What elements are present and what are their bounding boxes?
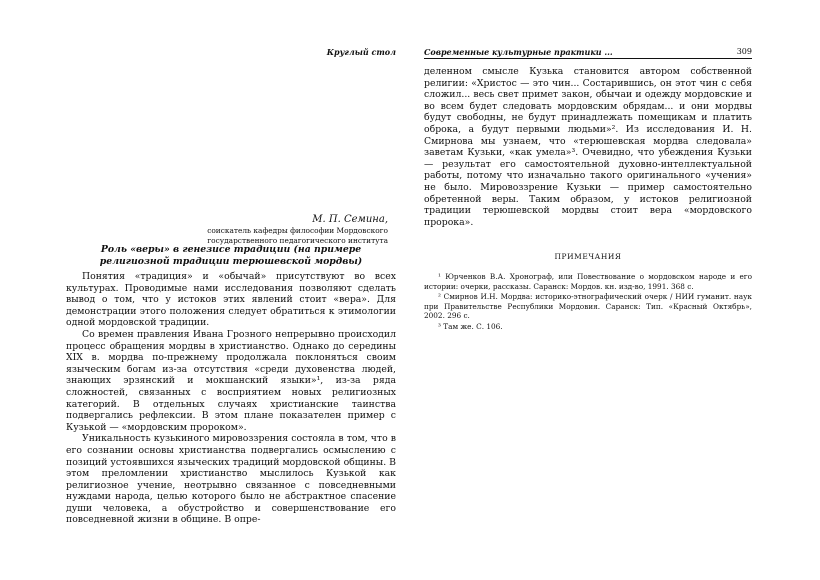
article-title: Роль «веры» в генезисе традиции (на примере религиозной традиции терюшевской мордвы) [99,244,363,267]
notes-list [424,272,752,333]
right-page [424,0,752,580]
body-paragraph: Уникальность кузькиного мировоззрения состояла в том, что в его сознании основы христианства подвергались осмыслению с позиций устоявшихся языческих традиций мордовской общины. В этом преломлении христианство мыслилось Кузькой как религиозное учение, неотрывно связанное с повседневными нуждами народа, целью которого было не абстрактное спасение души человека, а обустройство и совершенствование его повседневной жизни в общине. В опре- [66,433,396,526]
page-number: 309 [736,47,752,56]
notes-heading: ПРИМЕЧАНИЯ [554,252,622,261]
footnote: ³ Там же. С. 106. [438,321,503,331]
footnote: ² Смирнов И.Н. Мордва: историко-этнографический очерк / НИИ гуманит. наук при Правительстве Республики Мордовия. Саранск: Тип. «Красный Октябрь», 2002. 296 с. [424,292,752,321]
right-body-text [424,66,752,228]
running-header-title: Современные культурные практики ... [424,47,613,57]
body-paragraph: Понятия «традиция» и «обычай» присутствуют во всех культурах. Проводимые нами исследования позволяют сделать вывод о том, что у истоков этих явлений стоит «вера». Для демонстрации этого положения следует обратиться к этимологии одной мордовской традиции. [66,271,396,329]
running-header-right [424,47,752,59]
author-affiliation: соискатель кафедры философии Мордовского государственного педагогического института [207,226,388,245]
author-name: М. П. Семина, [312,214,388,225]
left-page [66,0,396,580]
body-paragraph: Со времен правления Ивана Грозного непрерывно происходил процесс обращения мордвы в христианство. Однако до середины XIX в. мордва по-прежнему продолжала поклоняться своим языческим богам из-за отсутствия «среди духовенства людей, знающих эрзянский и мокшанский языки»¹, из-за ряда сложностей, связанных с восприятием новых религиозных категорий. В отдельных случаях христианские таинства подвергались рефлексии. В этом плане показателен пример с Кузькой — «мордовским пророком». [66,328,396,433]
running-header-left: Круглый стол [326,47,396,57]
footnote: ¹ Юрченков В.А. Хронограф, или Повествование о мордовском народе и его истории: очерки, рассказы. Саранск: Мордов. кн. изд-во, 1991. 368 с. [424,272,752,291]
body-paragraph: деленном смысле Кузька становится автором собственной религии: «Христос — это чин... Состарившись, он этот чин с себя сложил... весь свет примет закон, обычаи и одежду мордовские и во всем будет следовать мордовским обрядам... и они мордвы будут свободны, не будут принадлежать помещикам и платить оброка, а будут первыми людьми»². Из исследования И. Н. Смирнова мы узнаем, что «терюшевская мордва следовала» заветам Кузьки, «как умела»³. Очевидно, что убеждения Кузьки — результат его самостоятельной духовно-интеллектуальной работы, потому что изначально такого оригинального «учения» не было. Мировоззрение Кузьки — пример самостоятельно обретенной веры. Таким образом, у истоков религиозной традиции терюшевской мордвы стоит вера «мордовского пророка». [424,66,752,228]
left-body-text [66,271,396,526]
